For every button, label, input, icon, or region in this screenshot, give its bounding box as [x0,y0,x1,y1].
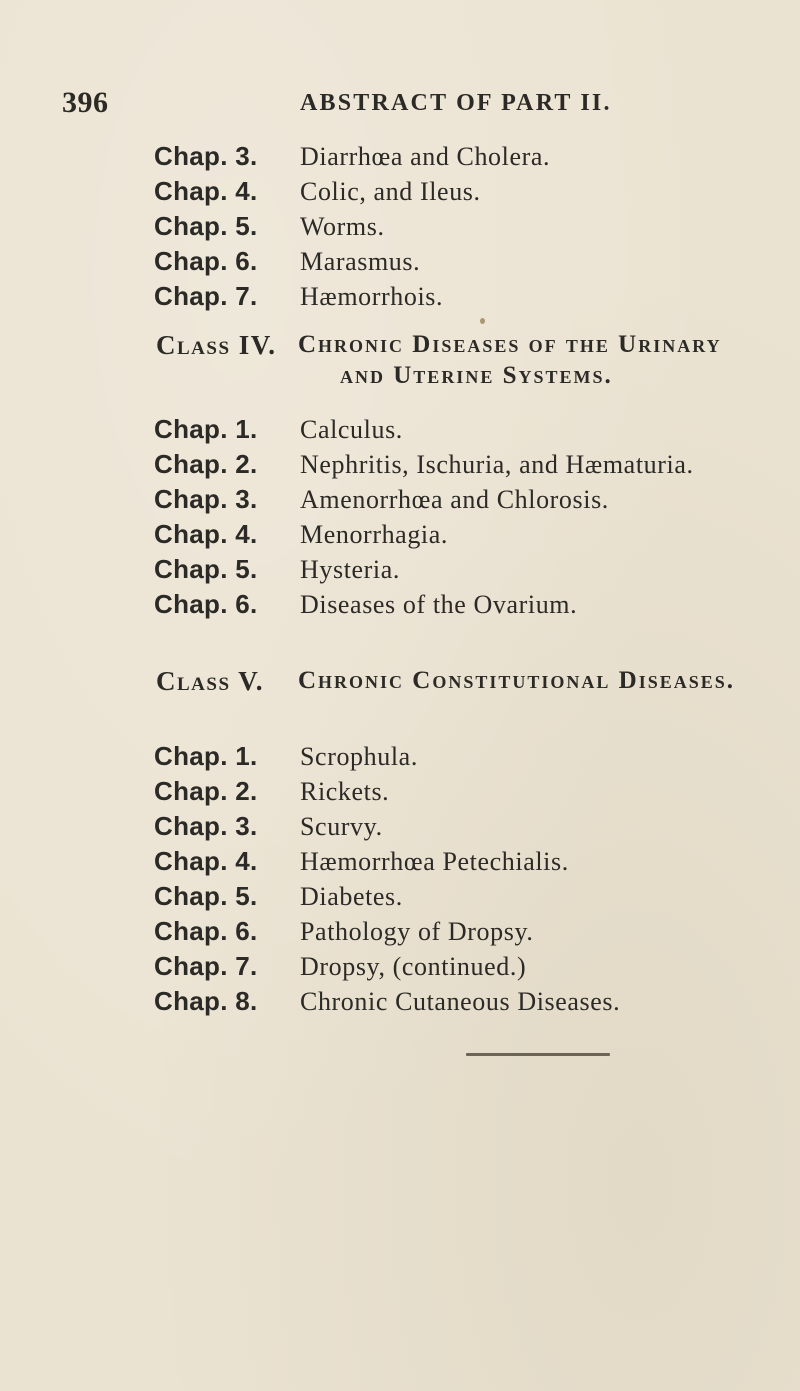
end-rule [466,1053,610,1056]
chapter-title: Diarrhœa and Cholera. [300,142,551,171]
chapter-title: Pathology of Dropsy. [300,917,534,946]
chapter-title: Amenorrhœa and Chlorosis. [300,485,609,514]
chapter-number: Chap. 3. [154,811,258,841]
chapter-title: Dropsy, (continued.) [300,952,527,981]
chapter-number: Chap. 1. [154,741,258,771]
chapter-number: Chap. 4. [154,519,258,549]
chapter-number: Chap. 6. [154,916,258,946]
class-label: Class V. [156,666,265,696]
page-number: 396 [62,86,109,119]
chapter-title: Worms. [300,212,385,241]
chapter-title: Calculus. [300,415,403,444]
chapter-title: Menorrhagia. [300,520,448,549]
chapter-title: Chronic Cutaneous Diseases. [300,987,621,1016]
chapter-number: Chap. 4. [154,846,258,876]
paper-speck [480,318,485,324]
chapter-title: Rickets. [300,777,390,806]
chapter-number: Chap. 2. [154,776,258,806]
chapter-title: Scrophula. [300,742,418,771]
chapter-number: Chap. 3. [154,141,258,171]
chapter-title: Hæmorrhœa Petechialis. [300,847,569,876]
running-head: ABSTRACT OF PART II. [300,90,612,116]
chapter-title: Diseases of the Ovarium. [300,590,578,619]
chapter-number: Chap. 4. [154,176,258,206]
chapter-title: Scurvy. [300,812,383,841]
chapter-number: Chap. 6. [154,589,258,619]
chapter-number: Chap. 5. [154,211,258,241]
chapter-number: Chap. 5. [154,881,258,911]
chapter-number: Chap. 1. [154,414,258,444]
chapter-number: Chap. 8. [154,986,258,1016]
chapter-title: Marasmus. [300,247,421,276]
section-title-continued: and Uterine Systems. [340,362,613,389]
chapter-title: Colic, and Ileus. [300,177,481,206]
chapter-title: Nephritis, Ischuria, and Hæmaturia. [300,450,694,479]
chapter-number: Chap. 5. [154,554,258,584]
chapter-number: Chap. 2. [154,449,258,479]
section-title: Chronic Constitutional Diseases. [298,667,736,694]
chapter-number: Chap. 7. [154,281,258,311]
class-label: Class IV. [156,330,277,360]
chapter-title: Hysteria. [300,555,400,584]
chapter-title: Diabetes. [300,882,403,911]
chapter-title: Hæmorrhois. [300,282,444,311]
chapter-number: Chap. 7. [154,951,258,981]
section-title: Chronic Diseases of the Urinary [298,331,722,358]
chapter-number: Chap. 3. [154,484,258,514]
chapter-number: Chap. 6. [154,246,258,276]
